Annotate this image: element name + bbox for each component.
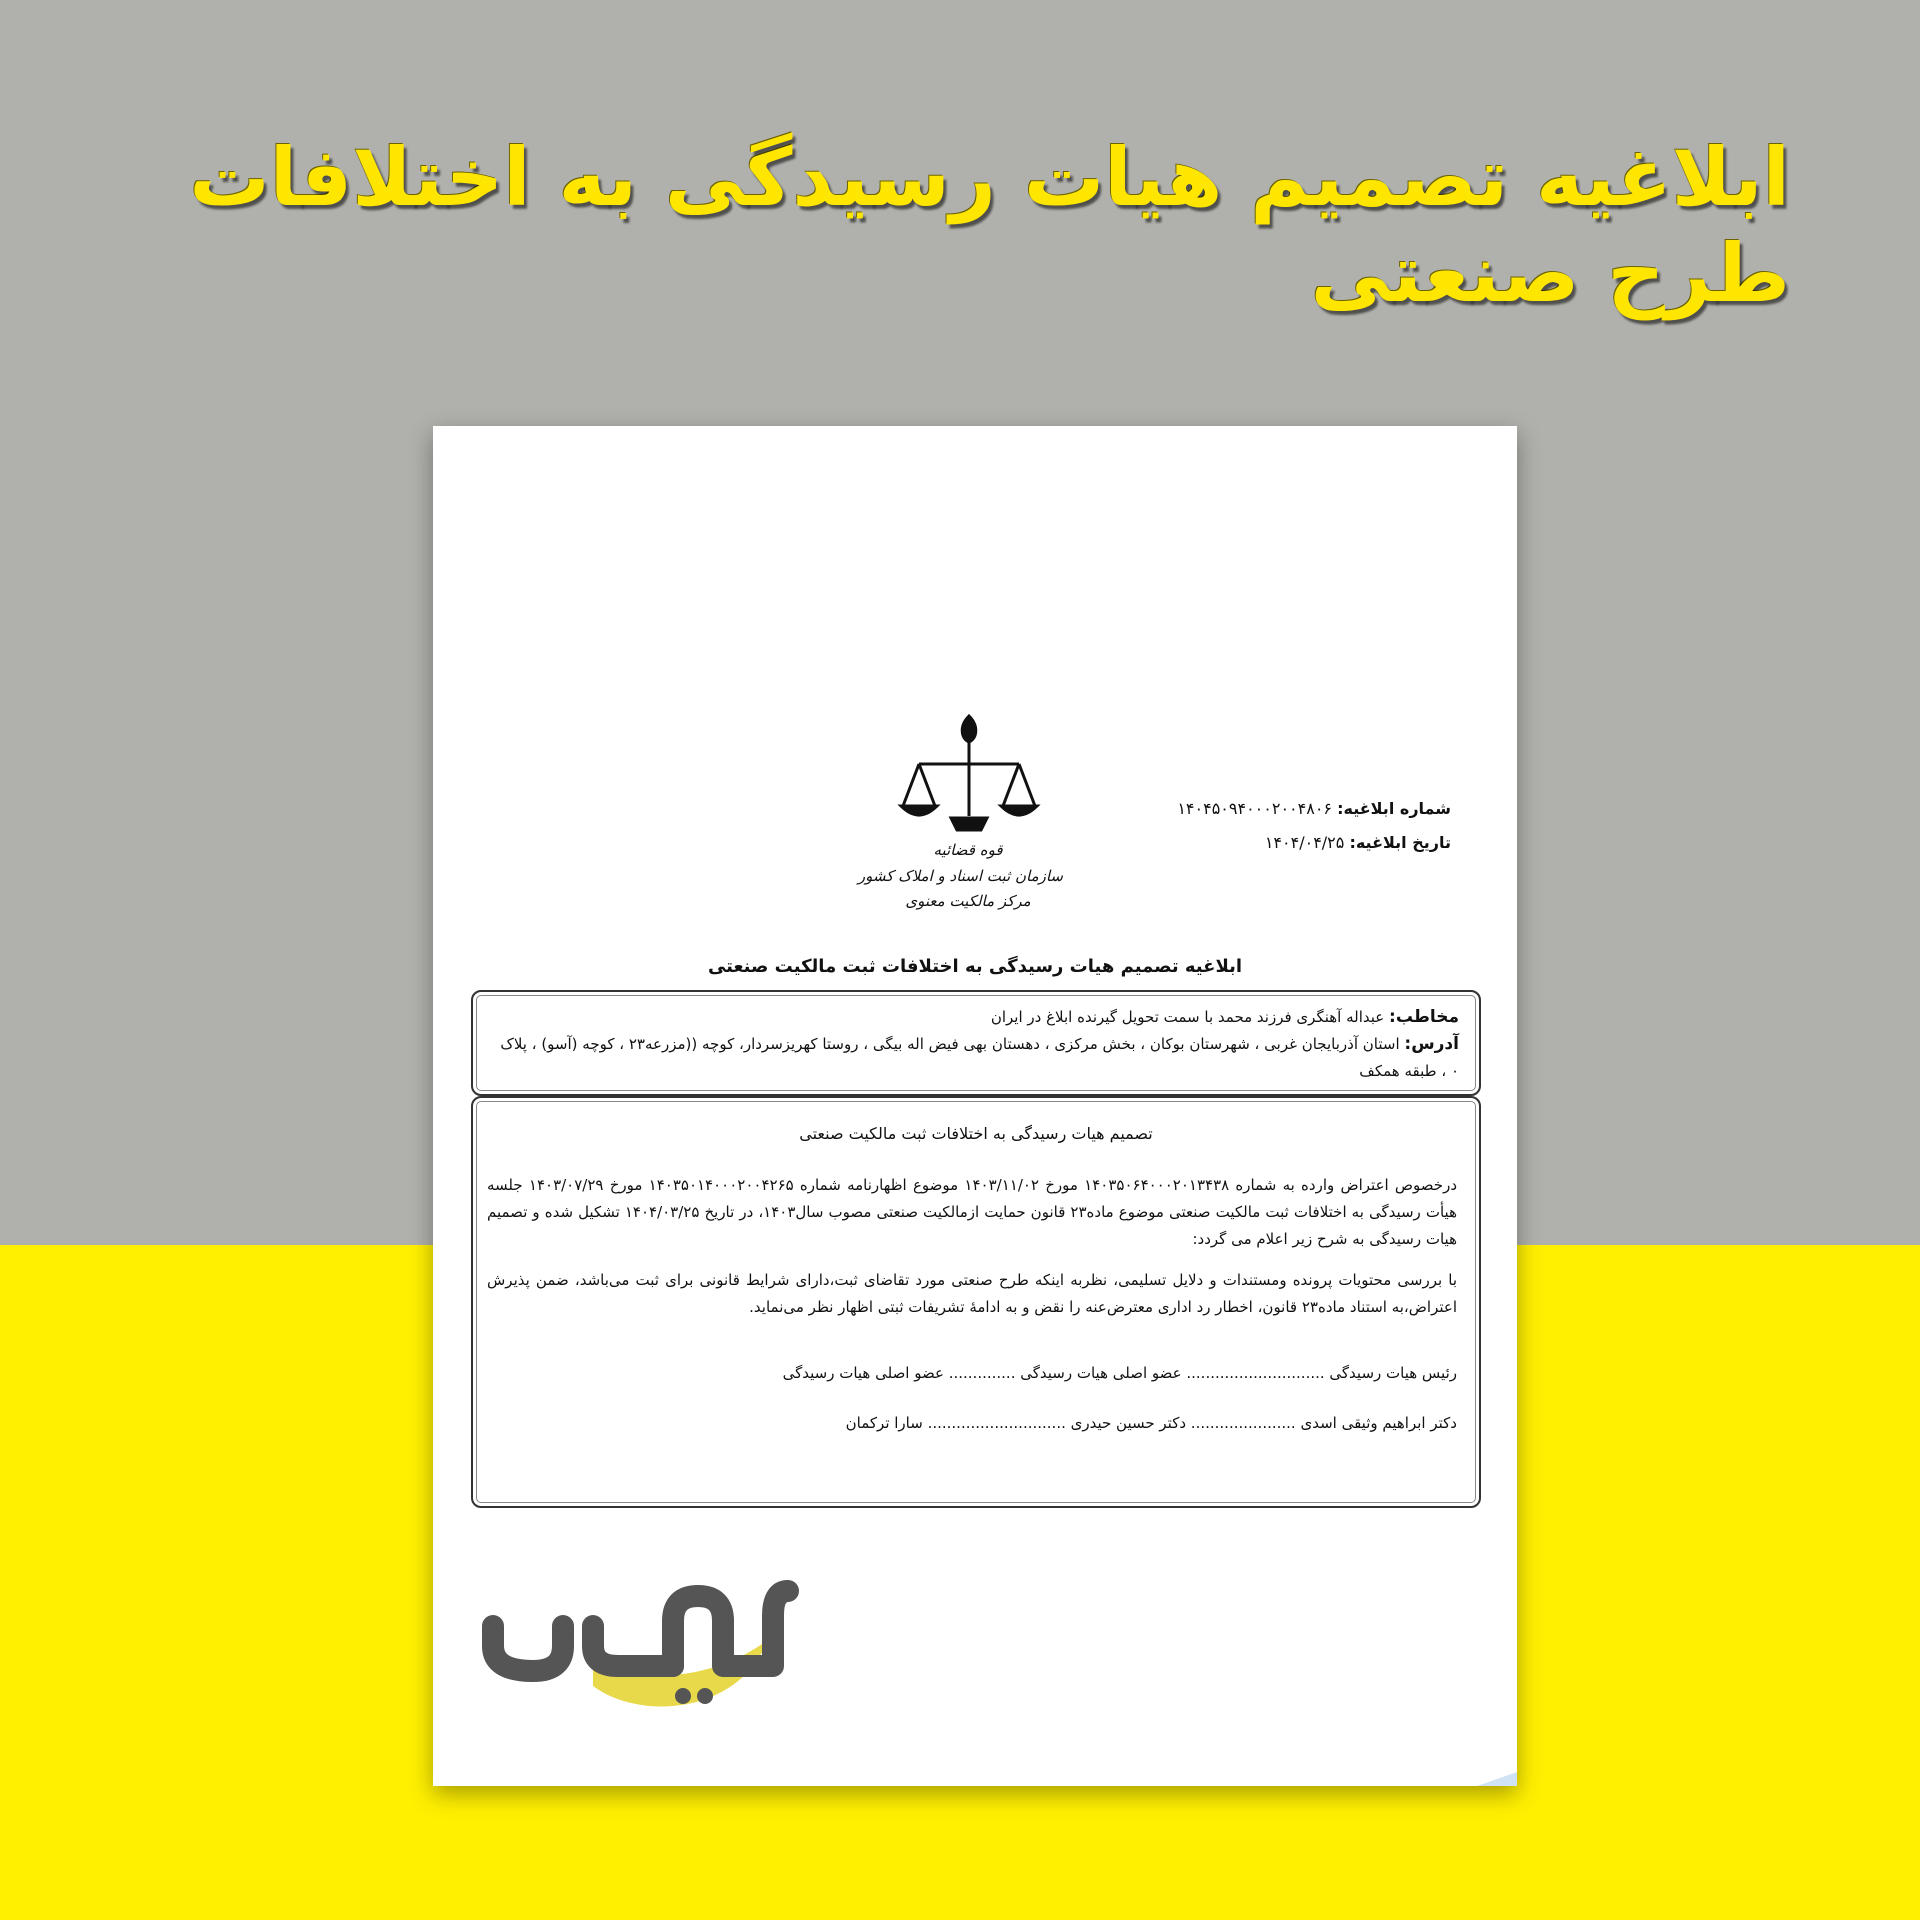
- addressee-box: [471, 990, 1481, 1096]
- brand-logo: [473, 1566, 813, 1716]
- decision-body: [487, 1172, 1457, 1335]
- signatory-names: دکتر ابراهیم وثیقی اسدی ...................... دکتر حسین حیدری ............................. سارا ترکمان: [845, 1414, 1457, 1432]
- document-page: [433, 426, 1517, 1786]
- decision-paragraph-1: درخصوص اعتراض وارده به شماره ۱۴۰۳۵۰۶۴۰۰۰۲۰۱۳۴۳۸ مورخ ۱۴۰۳/۱۱/۰۲ موضوع اظهارنامه شماره ۱۴۰۳۵۰۱۴۰۰۰۲۰۰۴۲۶۵ مورخ ۱۴۰۳/۰۷/۲۹ جلسه هیأت رسیدگی به اختلافات ثبت مالکیت صنعتی موضوع ماده۲۳ قانون حمایت ازمالکیت صنعتی مصوب سال۱۴۰۳، در تاریخ ۱۴۰۴/۰۳/۲۵ تشکیل شده و تصمیم هیات رسیدگی به شرح زیر اعلام می گردد:: [487, 1176, 1458, 1248]
- judiciary-emblem-icon: [889, 706, 1049, 956]
- decision-title: تصمیم هیات رسیدگی به اختلافات ثبت مالکیت صنعتی: [799, 1124, 1153, 1143]
- decision-box: [471, 1096, 1481, 1508]
- notice-meta: [1177, 792, 1451, 860]
- page-corner-fold: [1477, 1772, 1517, 1786]
- decision-paragraph-2: با بررسی محتویات پرونده ومستندات و دلایل تسلیمی، نظربه اینکه طرح صنعتی مورد تقاضای ثبت،دارای شرایط قانونی برای ثبت می‌باشد، ضمن پذیرش اعتراض،به استناد ماده۲۳ قانون، اخطار رد اداری معترض‌عنه را نقض و به ادامهٔ تشریفات ثبتی اظهار نظر می‌نماید.: [487, 1271, 1457, 1316]
- organization-lettering: قوه قضائیه سازمان ثبت اسناد و املاک کشور مرکز مالکیت معنوی: [857, 841, 1063, 910]
- addressee-line: مخاطب: عبداله آهنگری فرزند محمد با سمت تحویل گیرنده ابلاغ در ایران: [990, 1007, 1459, 1027]
- notice-date: تاریخ ابلاغیه: ۱۴۰۴/۰۴/۲۵: [1264, 833, 1451, 852]
- address-line: آدرس: استان آذربایجان غربی ، شهرستان بوکان ، بخش مرکزی ، دهستان بهی فیض اله بیگی ، روستا کهریزسردار، کوچه ((مزرعه۲۳ ، کوچه (آسو) ، پلاک ۰ ، طبقه همکف: [500, 1034, 1459, 1080]
- document-title: ابلاغیه تصمیم هیات رسیدگی به اختلافات ثبت مالکیت صنعتی: [707, 956, 1243, 977]
- notice-number: شماره ابلاغیه: ۱۴۰۴۵۰۹۴۰۰۰۲۰۰۴۸۰۶: [1177, 799, 1451, 818]
- signatory-roles: رئیس هیات رسیدگی ............................. عضو اصلی هیات رسیدگی .............. عضو اصلی هیات رسیدگی: [782, 1364, 1457, 1382]
- page-headline: ابلاغیه تصمیم هیات رسیدگی به اختلافات طرح صنعتی: [189, 131, 1790, 320]
